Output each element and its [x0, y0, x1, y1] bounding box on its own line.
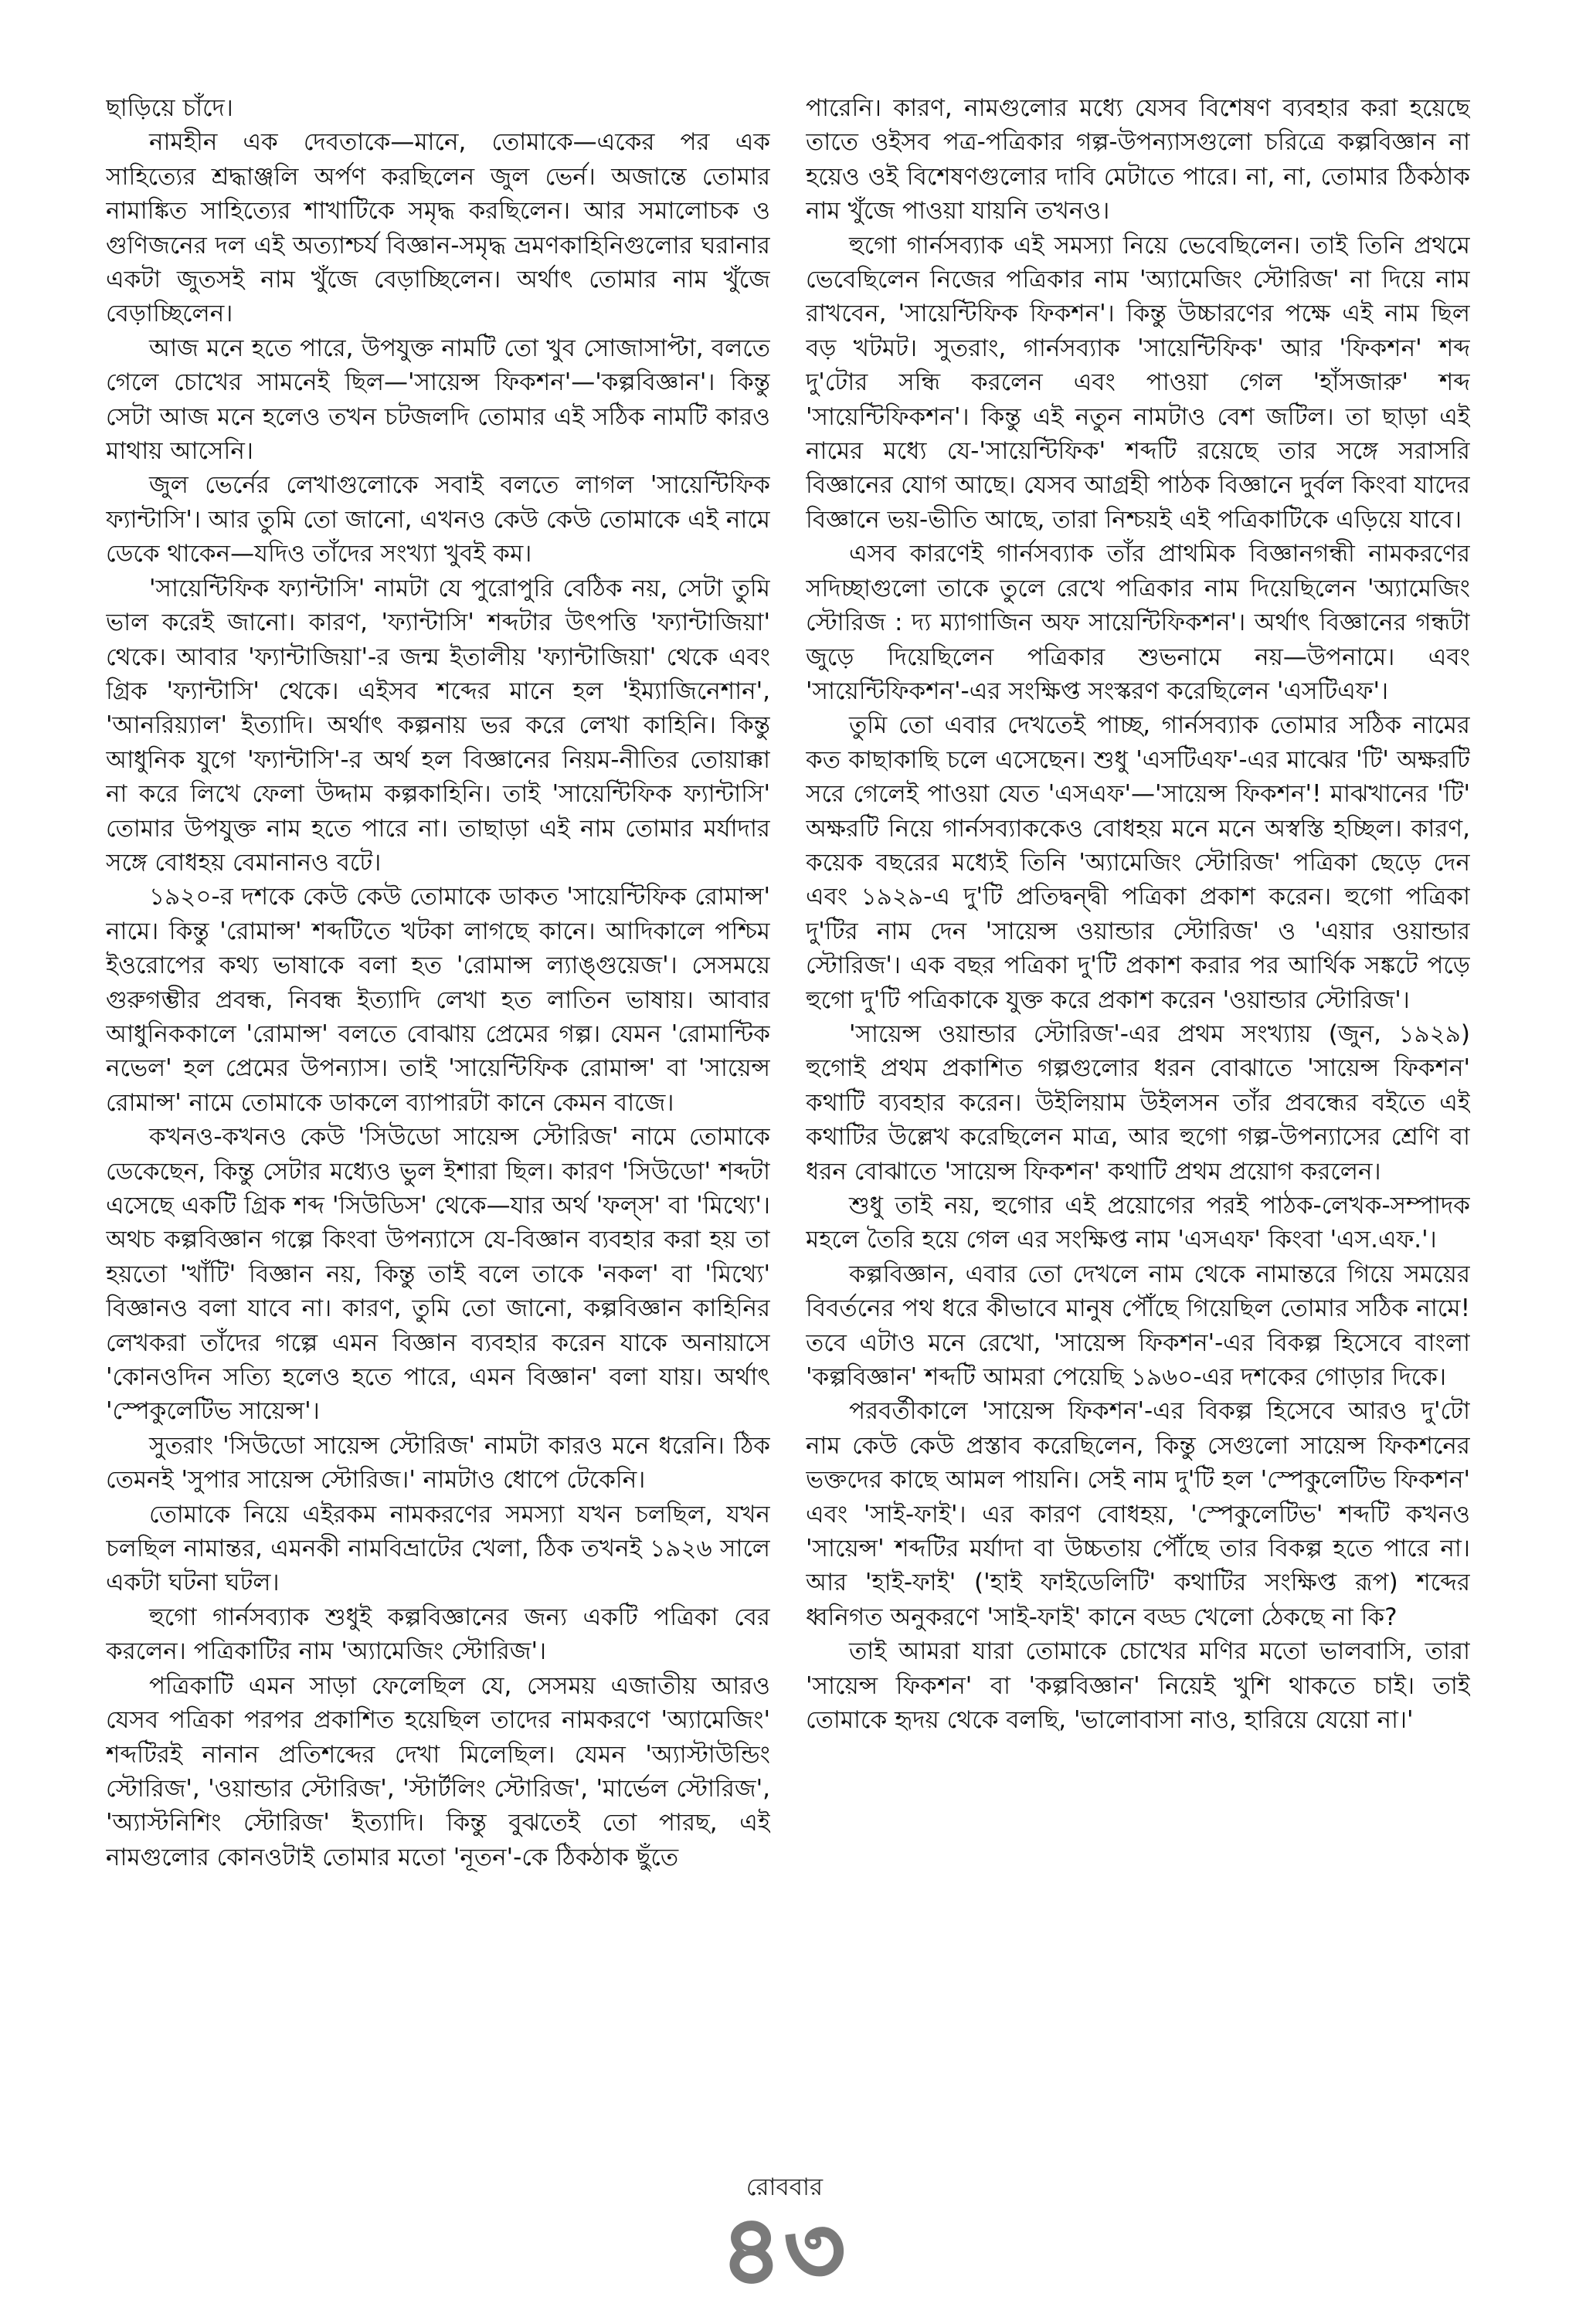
right-text-column	[806, 91, 1470, 2146]
right-paragraph-8: পরবর্তীকালে 'সায়েন্স ফিকশন'-এর বিকল্প হিসেবে আরও দু'টো নাম কেউ কেউ প্রস্তাব করেছিলেন, কিন্তু সেগুলো সায়েন্স ফিকশনের ভক্তদের কাছে আমল পায়নি। সেই নাম দু'টি হল 'স্পেকুলেটিভ ফিকশন' এবং 'সাই-ফাই'। এর কারণ বোধহয়, 'স্পেকুলেটিভ' শব্দটি কখনও 'সায়েন্স' শব্দটির মর্যাদা বা উচ্চতায় পৌঁছে তার বিকল্প হতে পারে না। আর 'হাই-ফাই' ('হাই ফাইডেলিটি' কথাটির সংক্ষিপ্ত রূপ) শব্দের ধ্বনিগত অনুকরণে 'সাই-ফাই' কানে বড্ড খেলো ঠেকছে না কি?	[806, 1397, 1470, 1631]
right-paragraph-4: তুমি তো এবার দেখতেই পাচ্ছ, গার্নসব্যাক তোমার সঠিক নামের কত কাছাকাছি চলে এসেছেন। শুধু 'এসটিএফ'-এর মাঝের 'টি' অক্ষরটি সরে গেলেই পাওয়া যেত 'এসএফ'—'সায়েন্স ফিকশন'! মাঝখানের 'টি' অক্ষরটি নিয়ে গার্নসব্যাককেও বোধহয় মনে মনে অস্বস্তি হচ্ছিল। কারণ, কয়েক বছরের মধ্যেই তিনি 'অ্যামেজিং স্টোরিজ' পত্রিকা ছেড়ে দেন এবং ১৯২৯-এ দু'টি প্রতিদ্বন্দ্বী পত্রিকা প্রকাশ করেন। হুগো পত্রিকা দু'টির নাম দেন 'সায়েন্স ওয়ান্ডার স্টোরিজ' ও 'এয়ার ওয়ান্ডার স্টোরিজ'। এক বছর পত্রিকা দু'টি প্রকাশ করার পর আর্থিক সঙ্কটে পড়ে হুগো দু'টি পত্রিকাকে যুক্ত করে প্রকাশ করেন 'ওয়ান্ডার স্টোরিজ'।	[806, 711, 1470, 1014]
magazine-name: রোববার	[745, 2173, 824, 2201]
left-paragraph-10: হুগো গার্নসব্যাক শুধুই কল্পবিজ্ঞানের জন্য একটি পত্রিকা বের করলেন। পত্রিকাটির নাম 'অ্যামেজিং স্টোরিজ'।	[106, 1603, 770, 1666]
right-paragraph-3: এসব কারণেই গার্নসব্যাক তাঁর প্রাথমিক বিজ্ঞানগন্ধী নামকরণের সদিচ্ছাগুলো তাকে তুলে রেখে পত্রিকার নাম দিয়েছিলেন 'অ্যামেজিং স্টোরিজ : দ্য ম্যাগাজিন অফ সায়েন্টিফিকশন'। অর্থাৎ বিজ্ঞানের গন্ধটা জুড়ে দিয়েছিলেন পত্রিকার শুভনামে নয়—উপনামে। এবং 'সায়েন্টিফিকশন'-এর সংক্ষিপ্ত সংস্করণ করেছিলেন 'এসটিএফ'।	[806, 540, 1470, 705]
left-paragraph-9: তোমাকে নিয়ে এইরকম নামকরণের সমস্যা যখন চলছিল, যখন চলছিল নামান্তর, এমনকী নামবিভ্রাটের খেলা, ঠিক তখনই ১৯২৬ সালে একটা ঘটনা ঘটল।	[106, 1500, 770, 1597]
right-paragraph-5: 'সায়েন্স ওয়ান্ডার স্টোরিজ'-এর প্রথম সংখ্যায় (জুন, ১৯২৯) হুগোই প্রথম প্রকাশিত গল্পগুলোর ধরন বোঝাতে 'সায়েন্স ফিকশন' কথাটি ব্যবহার করেন। উইলিয়াম উইলসন তাঁর প্রবন্ধের বইতে এই কথাটির উল্লেখ করেছিলেন মাত্র, আর হুগো গল্প-উপন্যাসের শ্রেণি বা ধরন বোঝাতে 'সায়েন্স ফিকশন' কথাটি প্রথম প্রয়োগ করলেন।	[806, 1020, 1470, 1186]
left-paragraph-8: সুতরাং 'সিউডো সায়েন্স স্টোরিজ' নামটা কারও মনে ধরেনি। ঠিক তেমনই 'সুপার সায়েন্স স্টোরিজ।' নামটাও ধোপে টেকেনি।	[106, 1431, 770, 1494]
right-paragraph-9: তাই আমরা যারা তোমাকে চোখের মণির মতো ভালবাসি, তারা 'সায়েন্স ফিকশন' বা 'কল্পবিজ্ঞান' নিয়েই খুশি থাকতে চাই। তাই তোমাকে হৃদয় থেকে বলছি, 'ভালোবাসা নাও, হারিয়ে যেয়ো না।'	[806, 1637, 1470, 1735]
right-paragraph-6: শুধু তাই নয়, হুগোর এই প্রয়োগের পরই পাঠক-লেখক-সম্পাদক মহলে তৈরি হয়ে গেল এর সংক্ষিপ্ত নাম 'এসএফ' কিংবা 'এস.এফ.'।	[806, 1192, 1470, 1254]
left-paragraph-3: আজ মনে হতে পারে, উপযুক্ত নামটি তো খুব সোজাসাপ্টা, বলতে গেলে চোখের সামনেই ছিল—'সায়েন্স ফিকশন'—'কল্পবিজ্ঞান'। কিন্তু সেটা আজ মনে হলেও তখন চটজলদি তোমার এই সঠিক নামটি কারও মাথায় আসেনি।	[106, 334, 770, 466]
right-paragraph-7: কল্পবিজ্ঞান, এবার তো দেখলে নাম থেকে নামান্তরে গিয়ে সময়ের বিবর্তনের পথ ধরে কীভাবে মানুষ পৌঁছে গিয়েছিল তোমার সঠিক নামে! তবে এটাও মনে রেখো, 'সায়েন্স ফিকশন'-এর বিকল্প হিসেবে বাংলা 'কল্পবিজ্ঞান' শব্দটি আমরা পেয়েছি ১৯৬০-এর দশকের গোড়ার দিকে।	[806, 1260, 1470, 1392]
left-paragraph-7: কখনও-কখনও কেউ 'সিউডো সায়েন্স স্টোরিজ' নামে তোমাকে ডেকেছেন, কিন্তু সেটার মধ্যেও ভুল ইশারা ছিল। কারণ 'সিউডো' শব্দটা এসেছে একটি গ্রিক শব্দ 'সিউডিস' থেকে—যার অর্থ 'ফল্স' বা 'মিথ্যে'। অথচ কল্পবিজ্ঞান গল্পে কিংবা উপন্যাসে যে-বিজ্ঞান ব্যবহার করা হয় তা হয়তো 'খাঁটি' বিজ্ঞান নয়, কিন্তু তাই বলে তাকে 'নকল' বা 'মিথ্যে' বিজ্ঞানও বলা যাবে না। কারণ, তুমি তো জানো, কল্পবিজ্ঞান কাহিনির লেখকরা তাঁদের গল্পে এমন বিজ্ঞান ব্যবহার করেন যাকে অনায়াসে 'কোনওদিন সত্যি হলেও হতে পারে, এমন বিজ্ঞান' বলা যায়। অর্থাৎ 'স্পেকুলেটিভ সায়েন্স'।	[106, 1123, 770, 1426]
right-paragraph-1: পারেনি। কারণ, নামগুলোর মধ্যে যেসব বিশেষণ ব্যবহার করা হয়েছে তাতে ওইসব পত্র-পত্রিকার গল্প-উপন্যাসগুলো চরিত্রে কল্পবিজ্ঞান না হয়েও ওই বিশেষণগুলোর দাবি মেটাতে পারে। না, না, তোমার ঠিকঠাক নাম খুঁজে পাওয়া যায়নি তখনও।	[806, 94, 1470, 226]
page-number: ৪৩	[721, 2197, 848, 2305]
right-paragraph-2: হুগো গার্নসব্যাক এই সমস্যা নিয়ে ভেবেছিলেন। তাই তিনি প্রথমে ভেবেছিলেন নিজের পত্রিকার নাম 'অ্যামেজিং স্টোরিজ' না দিয়ে নাম রাখবেন, 'সায়েন্টিফিক ফিকশন'। কিন্তু উচ্চারণের পক্ষে এই নাম ছিল বড় খটমট। সুতরাং, গার্নসব্যাক 'সায়েন্টিফিক' আর 'ফিকশন' শব্দ দু'টোর সন্ধি করলেন এবং পাওয়া গেল 'হাঁসজারু' শব্দ 'সায়েন্টিফিকশন'। কিন্তু এই নতুন নামটাও বেশ জটিল। তা ছাড়া এই নামের মধ্যে যে-'সায়েন্টিফিক' শব্দটি রয়েছে তার সঙ্গে সরাসরি বিজ্ঞানের যোগ আছে। যেসব আগ্রহী পাঠক বিজ্ঞানে দুর্বল কিংবা যাদের বিজ্ঞানে ভয়-ভীতি আছে, তারা নিশ্চয়ই এই পত্রিকাটিকে এড়িয়ে যাবে।	[806, 231, 1470, 534]
left-paragraph-5: 'সায়েন্টিফিক ফ্যান্টাসি' নামটা যে পুরোপুরি বেঠিক নয়, সেটা তুমি ভাল করেই জানো। কারণ, 'ফ্যান্টাসি' শব্দটার উৎপত্তি 'ফ্যান্টাজিয়া' থেকে। আবার 'ফ্যান্টাজিয়া'-র জন্ম ইতালীয় 'ফ্যান্টাজিয়া' থেকে এবং গ্রিক 'ফ্যান্টাসি' থেকে। এইসব শব্দের মানে হল 'ইম্যাজিনেশান', 'আনরিয়্যাল' ইত্যাদি। অর্থাৎ কল্পনায় ভর করে লেখা কাহিনি। কিন্তু আধুনিক যুগে 'ফ্যান্টাসি'-র অর্থ হল বিজ্ঞানের নিয়ম-নীতির তোয়াক্কা না করে লিখে ফেলা উদ্দাম কল্পকাহিনি। তাই 'সায়েন্টিফিক ফ্যান্টাসি' তোমার উপযুক্ত নাম হতে পারে না। তাছাড়া এই নাম তোমার মর্যাদার সঙ্গে বোধহয় বেমানানও বটে।	[106, 574, 770, 877]
left-paragraph-6: ১৯২০-র দশকে কেউ কেউ তোমাকে ডাকত 'সায়েন্টিফিক রোমান্স' নামে। কিন্তু 'রোমান্স' শব্দটিতে খটকা লাগছে কানে। আদিকালে পশ্চিম ইওরোপের কথ্য ভাষাকে বলা হত 'রোমান্স ল্যাঙ্গুয়েজ'। সেসময়ে গুরুগম্ভীর প্রবন্ধ, নিবন্ধ ইত্যাদি লেখা হত লাতিন ভাষায়। আবার আধুনিককালে 'রোমান্স' বলতে বোঝায় প্রেমের গল্প। যেমন 'রোমান্টিক নভেল' হল প্রেমের উপন্যাস। তাই 'সায়েন্টিফিক রোমান্স' বা 'সায়েন্স রোমান্স' নামে তোমাকে ডাকলে ব্যাপারটা কানে কেমন বাজে।	[106, 883, 770, 1117]
left-text-column	[106, 91, 770, 2146]
left-paragraph-4: জুল ভের্নের লেখাগুলোকে সবাই বলতে লাগল 'সায়েন্টিফিক ফ্যান্টাসি'। আর তুমি তো জানো, এখনও কেউ কেউ তোমাকে এই নামে ডেকে থাকেন—যদিও তাঁদের সংখ্যা খুবই কম।	[106, 471, 770, 568]
left-paragraph-1: ছাড়িয়ে চাঁদে।	[106, 94, 233, 122]
left-paragraph-2: নামহীন এক দেবতাকে—মানে, তোমাকে—একের পর এক সাহিত্যের শ্রদ্ধাঞ্জলি অর্পণ করছিলেন জুল ভের্ন। অজান্তে তোমার নামাঙ্কিত সাহিত্যের শাখাটিকে সমৃদ্ধ করছিলেন। আর সমালোচক ও গুণিজনের দল এই অত্যাশ্চর্য বিজ্ঞান-সমৃদ্ধ ভ্রমণকাহিনিগুলোর ঘরানার একটা জুতসই নাম খুঁজে বেড়াচ্ছিলেন। অর্থাৎ তোমার নাম খুঁজে বেড়াচ্ছিলেন।	[106, 128, 770, 328]
left-paragraph-11: পত্রিকাটি এমন সাড়া ফেলেছিল যে, সেসময় এজাতীয় আরও যেসব পত্রিকা পরপর প্রকাশিত হয়েছিল তাদের নামকরণে 'অ্যামেজিং' শব্দটিরই নানান প্রতিশব্দের দেখা মিলেছিল। যেমন 'অ্যাস্টাউন্ডিং স্টোরিজ', 'ওয়ান্ডার স্টোরিজ', 'স্টার্টলিং স্টোরিজ', 'মার্ভেল স্টোরিজ', 'অ্যাস্টনিশিং স্টোরিজ' ইত্যাদি। কিন্তু বুঝতেই তো পারছ, এই নামগুলোর কোনওটাই তোমার মতো 'নূতন'-কে ঠিকঠাক ছুঁতে	[106, 1671, 770, 1871]
